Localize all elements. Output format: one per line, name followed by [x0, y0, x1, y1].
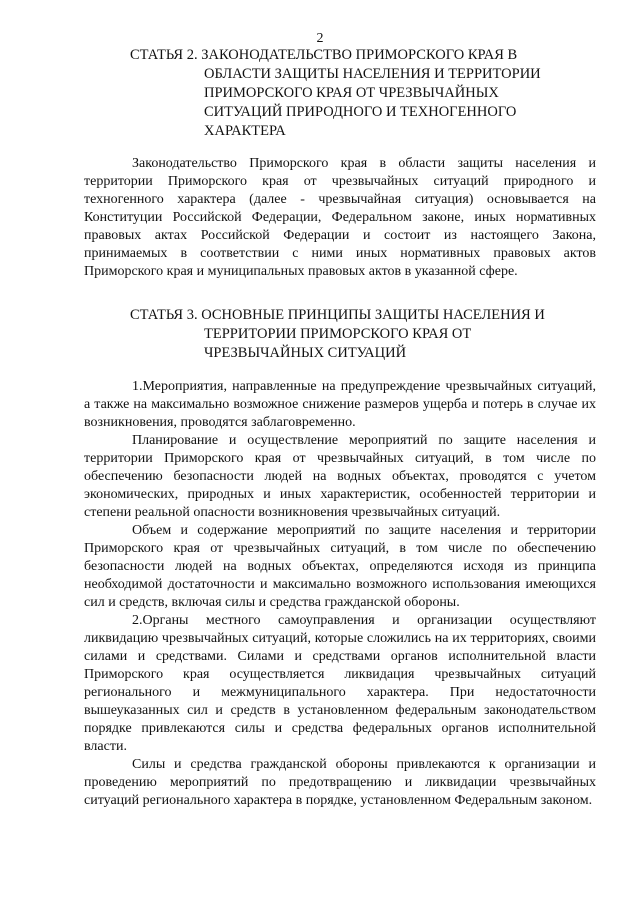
heading-line: СТАТЬЯ 2. ЗАКОНОДАТЕЛЬСТВО ПРИМОРСКОГО КРАЯ В	[130, 47, 518, 63]
paragraph: Объем и содержание мероприятий по защите населения и территории Приморского края от чрезвычайных ситуаций, в том числе по обеспечению безопасности людей на водных объектах, определяются исходя из принципа необходимой достаточности и максимально возможного использования имеющихся сил и средств, включая силы и средства гражданской обороны.	[84, 523, 596, 610]
article-2-heading	[130, 46, 570, 141]
heading-line: ПРИМОРСКОГО КРАЯ ОТ ЧРЕЗВЫЧАЙНЫХ	[204, 85, 499, 101]
paragraph: 1.Мероприятия, направленные на предупреждение чрезвычайных ситуаций, а также на максимально возможное снижение размеров ущерба и потерь в случае их возникновения, проводятся заблаговременно.	[84, 379, 596, 430]
paragraph: Планирование и осуществление мероприятий по защите населения и территории Приморского края от чрезвычайных ситуаций, в том числе по обеспечению безопасности людей на водных объектах, проводятся с учетом экономических, природных и иных характеристик, особенностей территории и степени реальной опасности возникновения чрезвычайных ситуаций.	[84, 433, 596, 520]
heading-line: СТАТЬЯ 3. ОСНОВНЫЕ ПРИНЦИПЫ ЗАЩИТЫ НАСЕЛЕНИЯ И	[130, 307, 545, 323]
paragraph: Силы и средства гражданской обороны привлекаются к организации и проведению мероприятий по предотвращению и ликвидации чрезвычайных ситуаций регионального характера в порядке, установленном Федеральным законом.	[84, 757, 596, 808]
heading-line: ХАРАКТЕРА	[204, 123, 286, 139]
heading-line: ТЕРРИТОРИИ ПРИМОРСКОГО КРАЯ ОТ	[204, 326, 472, 342]
paragraph: Законодательство Приморского края в области защиты населения и территории Приморского края от чрезвычайных ситуаций природного и техногенного характера (далее - чрезвычайная ситуация) основывается на Конституции Российской Федерации, Федеральном законе, иных нормативных правовых актах Российской Федерации и состоит из настоящего Закона, принимаемых в соответствии с ними иных нормативных правовых актов Приморского края и муниципальных правовых актов в указанной сфере.	[84, 156, 596, 279]
heading-line: ЧРЕЗВЫЧАЙНЫХ СИТУАЦИЙ	[204, 345, 407, 361]
article-3-heading	[130, 306, 570, 363]
page-number: 2	[316, 31, 324, 46]
article-3-body	[84, 378, 596, 810]
heading-line: СИТУАЦИЙ ПРИРОДНОГО И ТЕХНОГЕННОГО	[204, 104, 517, 120]
paragraph: 2.Органы местного самоуправления и организации осуществляют ликвидацию чрезвычайных ситуаций, которые сложились на их территориях, своими силами и средствами. Силами и средствами органов исполнительной власти Приморского края осуществляется ликвидация чрезвычайных ситуаций регионального и межмуниципального характера. При недостаточности вышеуказанных сил и средств в установленном федеральным законодательством порядке привлекаются силы и средства федеральных органов исполнительной власти.	[84, 613, 596, 754]
article-2-body	[84, 155, 596, 281]
heading-line: ОБЛАСТИ ЗАЩИТЫ НАСЕЛЕНИЯ И ТЕРРИТОРИИ	[204, 66, 541, 82]
